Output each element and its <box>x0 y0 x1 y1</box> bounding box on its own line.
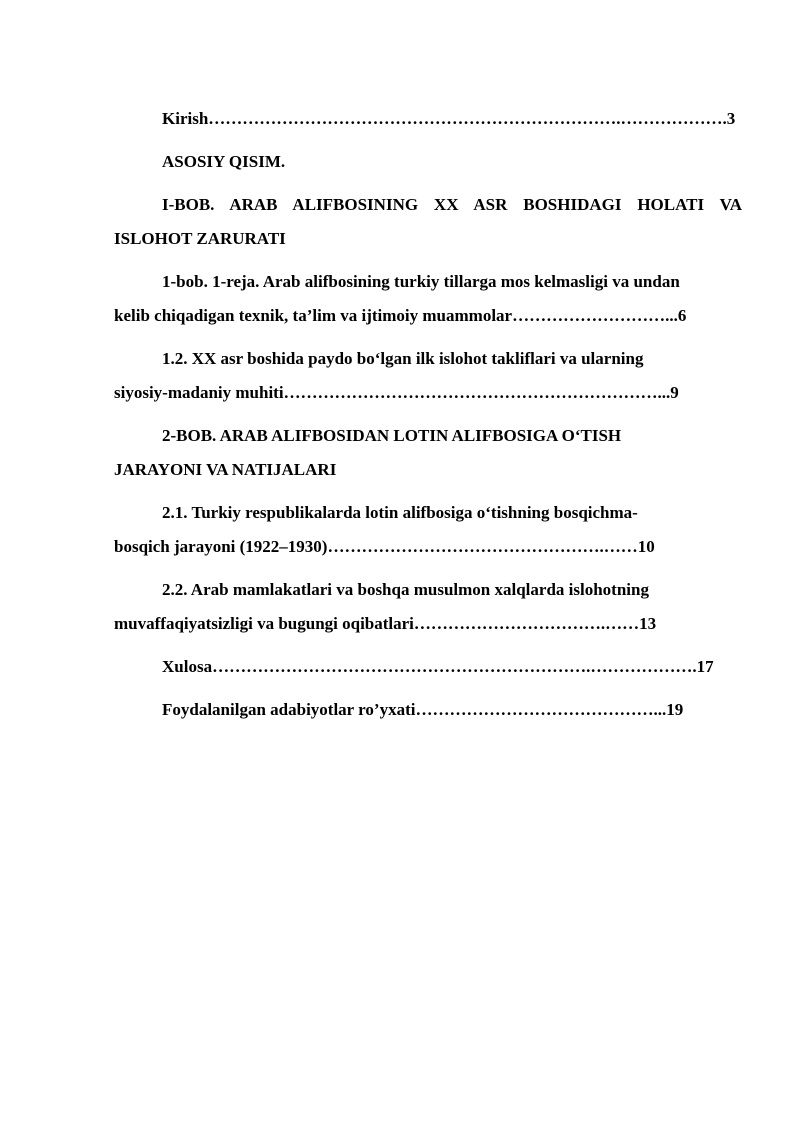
toc-entry-2-2-line-1: 2.2. Arab mamlakatlari va boshqa musulmon xalqlarda islohotning <box>162 580 649 599</box>
toc-entry-asosiy-qisim-text: ASOSIY QISIM. <box>162 152 286 171</box>
toc-entry-bob-1-line-1: I-BOB. ARAB ALIFBOSINING XX ASR BOSHIDAGI HOLATI VA <box>162 195 742 214</box>
toc-entry-2-1-line-1: 2.1. Turkiy respublikalarda lotin alifbosiga o‘tishning bosqichma- <box>162 503 638 522</box>
toc-entry-2-2-line-2: muvaffaqiyatsizligi va bugungi oqibatlari…………………………….……13 <box>114 614 657 633</box>
toc-entry-bob-1-line-2: ISLOHOT ZARURATI <box>114 229 286 248</box>
toc-entry-adabiyotlar-text: Foydalanilgan adabiyotlar ro’yxati……………………………………...19 <box>162 700 684 719</box>
toc-entry-bob-2-line-1: 2-BOB. ARAB ALIFBOSIDAN LOTIN ALIFBOSIGA O‘TISH <box>162 426 622 445</box>
toc-entry-1-2 <box>114 342 742 410</box>
toc-entry-2-2 <box>114 573 742 641</box>
toc-entry-xulosa <box>114 650 742 684</box>
toc-entry-2-1 <box>114 496 742 564</box>
toc-entry-asosiy-qisim <box>114 145 742 179</box>
toc-entry-1-2-line-1: 1.2. XX asr boshida paydo bo‘lgan ilk islohot takliflari va ularning <box>162 349 644 368</box>
toc-entry-1-1 <box>114 265 742 333</box>
toc-entry-1-1-line-2: kelib chiqadigan texnik, ta’lim va ijtimoiy muammolar………………………...6 <box>114 306 687 325</box>
toc-entry-xulosa-text: Xulosa………………………………………………………….……………….17 <box>162 657 714 676</box>
toc-entry-bob-1 <box>114 188 742 256</box>
toc-entry-kirish-text: Kirish……………………………………………………………….……………….3 <box>162 109 736 128</box>
toc-entry-kirish <box>114 102 742 136</box>
table-of-contents <box>114 102 742 736</box>
toc-entry-bob-2-line-2: JARAYONI VA NATIJALARI <box>114 460 337 479</box>
toc-entry-adabiyotlar <box>114 693 742 727</box>
toc-entry-2-1-line-2: bosqich jarayoni (1922–1930)………………………………………….……10 <box>114 537 655 556</box>
toc-entry-1-1-line-1: 1-bob. 1-reja. Arab alifbosining turkiy tillarga mos kelmasligi va undan <box>162 272 680 291</box>
toc-entry-1-2-line-2: siyosiy-madaniy muhiti…………………………………………………………...9 <box>114 383 679 402</box>
toc-entry-bob-2 <box>114 419 742 487</box>
